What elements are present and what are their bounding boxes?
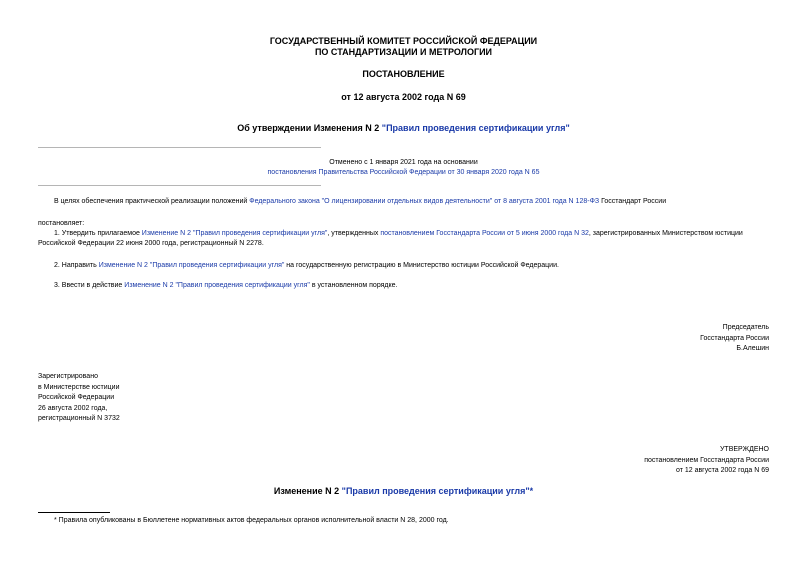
item-2 bbox=[38, 261, 771, 271]
signature-name: Б.Алешин bbox=[736, 345, 769, 352]
preamble-text-1: В целях обеспечения практической реализации положений bbox=[54, 198, 250, 205]
repeal-notice-text: Отменено с 1 января 2021 года на основании bbox=[329, 159, 478, 166]
issuer-line-1: ГОСУДАРСТВЕННЫЙ КОМИТЕТ РОССИЙСКОЙ ФЕДЕРАЦИИ bbox=[269, 36, 538, 46]
change-title bbox=[0, 486, 807, 496]
item-3-text-2: в установленном порядке. bbox=[309, 282, 398, 289]
approval-line-1: УТВЕРЖДЕНО bbox=[719, 446, 769, 453]
registration-block bbox=[38, 372, 258, 425]
signature-block bbox=[549, 323, 769, 355]
signature-position: Председатель bbox=[722, 324, 769, 331]
item-3-text-1: 3. Ввести в действие bbox=[54, 282, 125, 289]
repeal-notice bbox=[0, 168, 807, 178]
change-title-prefix: Изменение N 2 bbox=[273, 486, 342, 496]
footnote-mark-link[interactable]: * bbox=[529, 486, 534, 496]
item-1-change-link[interactable]: Изменение N 2 "Правил проведения сертификации угля" bbox=[141, 230, 328, 237]
footnote-rule bbox=[38, 512, 110, 513]
registration-line-2: в Министерстве юстиции bbox=[38, 383, 120, 391]
item-1-text-2: , утвержденных bbox=[327, 230, 381, 237]
preamble-law-link[interactable]: Федерального закона "О лицензировании отдельных видов деятельности" от 8 августа 2001 года N 128-ФЗ bbox=[249, 198, 600, 205]
notice-bottom-rule bbox=[38, 185, 321, 186]
registration-line-4: 26 августа 2002 года, bbox=[38, 404, 108, 412]
document-title-prefix: Об утверждении Изменения N 2 bbox=[237, 123, 382, 133]
approval-block bbox=[549, 445, 769, 477]
registration-line-5: регистрационный N 3732 bbox=[38, 415, 120, 422]
registration-line-1: Зарегистрировано bbox=[38, 373, 98, 380]
item-2-change-link[interactable]: Изменение N 2 "Правил проведения сертификации угля" bbox=[98, 262, 285, 269]
item-2-text-2: на государственную регистрацию в Министерство юстиции Российской Федерации. bbox=[284, 262, 559, 269]
item-3-change-link[interactable]: Изменение N 2 "Правил проведения сертификации угля" bbox=[124, 282, 310, 289]
item-1-resolution-link[interactable]: постановлением Госстандарта России от 5 июня 2000 года N 32 bbox=[380, 230, 589, 237]
repeal-notice-link[interactable]: постановления Правительства Российской Федерации от 30 января 2020 года N 65 bbox=[267, 169, 540, 176]
preamble-text-2: Госстандарт России bbox=[599, 198, 667, 205]
item-1 bbox=[38, 229, 771, 249]
approval-line-2: постановлением Госстандарта России bbox=[644, 456, 769, 464]
document-title-link[interactable]: "Правил проведения сертификации угля" bbox=[381, 123, 570, 133]
item-2-text-1: 2. Направить bbox=[54, 262, 99, 269]
document-date-number: от 12 августа 2002 года N 69 bbox=[341, 92, 466, 102]
item-1-text-3: , зарегистрированных Министерством юстиции Российской Федерации 22 июня 2000 года, регистрационный N 2278. bbox=[38, 230, 743, 247]
change-title-link[interactable]: "Правил проведения сертификации угля" bbox=[341, 486, 530, 496]
registration-line-3: Российской Федерации bbox=[38, 394, 115, 401]
decrees-word: постановляет: bbox=[38, 220, 85, 227]
approval-line-3: от 12 августа 2002 года N 69 bbox=[675, 467, 769, 474]
document-type: ПОСТАНОВЛЕНИЕ bbox=[362, 69, 445, 79]
item-3 bbox=[38, 281, 771, 291]
item-1-text-1: 1. Утвердить прилагаемое bbox=[54, 230, 142, 237]
preamble bbox=[38, 197, 771, 207]
document-title bbox=[0, 123, 807, 133]
issuer-line-2: ПО СТАНДАРТИЗАЦИИ И МЕТРОЛОГИИ bbox=[314, 47, 493, 57]
footnote-text: * Правила опубликованы в Бюллетене нормативных актов федеральных органов исполнительной власти N 28, 2000 год. bbox=[54, 517, 449, 524]
notice-top-rule bbox=[38, 147, 321, 148]
signature-organization: Госстандарта России bbox=[700, 334, 769, 342]
